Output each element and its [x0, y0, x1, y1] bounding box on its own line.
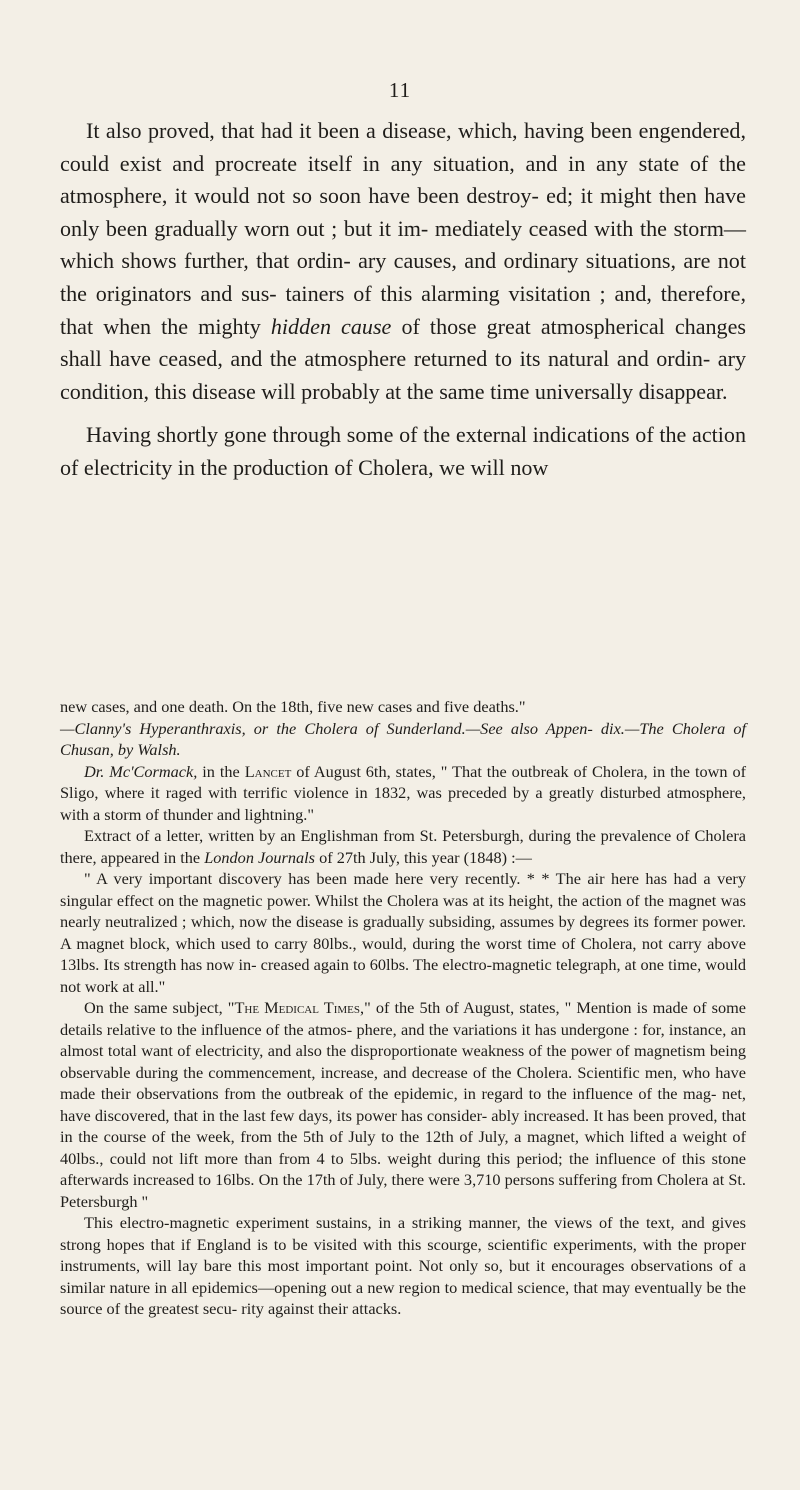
footnote-paragraph: " A very important discovery has been made here very recently. * * The air here has had a very singular effect on the magnetic power. Whilst the Cholera was at its height, the action of the magnet was nearly neutralized ; which, now the disease is gradually subsiding, assumes by degrees its former power. A magnet block, which used to carry 80lbs., would, during the worst time of Cholera, not carry above 13lbs. Its strength has now in- creased again to 60lbs. The electro-magnetic telegraph, at one time, would not work at all.": [60, 869, 746, 996]
main-paragraph: Having shortly gone through some of the external indications of the action of electricity in the production of Cholera, we will now: [60, 422, 746, 480]
footnote-text: new cases, and one death. On the 18th, five new cases and five deaths.": [60, 697, 526, 716]
footnote-text: On the same subject, ": [84, 998, 235, 1017]
footnote-text: of 27th July, this year (1848) :—: [319, 847, 532, 867]
footnote-paragraph: [60, 761, 746, 826]
footnote-author: Dr. Mc'Cormack,: [84, 761, 198, 781]
main-paragraph: [60, 115, 746, 408]
footnote-paragraph: [60, 825, 746, 868]
footnote-paragraph: [60, 696, 746, 761]
main-paragraph-text: of those great atmospherical changes shall have ceased, and the atmosphere returned to its natural and ordin- ary condition, this disease will probably at the same time universally disappear.: [60, 313, 746, 404]
footnote-text: " of the 5th of August, states, " Mention is made of some details relative to the influence of the atmos- phere, and the variations it has undergone : for, instance, an almost total want of electricity, and also the disproportionate weakness of the power of magnetism being observable during the commencement, increase, and decrease of the Cholera. Scientific men, who have made their observations from the outbreak of the epidemic, in regard to the influence of the mag- net, have discovered, that in the last few days, its power has consider- ably increased. It has been proved, that in the course of the week, from the 5th of July to the 12th of July, a magnet, which lifted a weight of 40lbs., could not lift more than from 4 to 5lbs. weight during this period; the influence of this stone afterwards increased to 16lbs. On the 17th of July, there were 3,710 persons suffering from Cholera at St. Petersburgh ": [60, 998, 746, 1211]
footnote-paragraph: This electro-magnetic experiment sustains, in a striking manner, the views of the text, and gives strong hopes that if England is to be visited with this scourge, scientific experiments, with the proper instruments, will lay bare this most important point. Not only so, but it encourages observations of a similar nature in all epidemics—opening out a new region to medical science, that may eventually be the source of the greatest secu- rity against their attacks.: [60, 1213, 746, 1318]
footnote-paragraph: [60, 997, 746, 1212]
main-paragraph-text: It also proved, that had it been a disease, which, having been engendered, could exist and procreate itself in any situation, and in any state of the atmosphere, it would not so soon have been destroy- ed; it might then have only been gradually worn out ; but it im- mediately ceased with the storm—which shows further, that ordin- ary causes, and ordinary situations, are not the originators and sus- tainers of this alarming visitation ; and, therefore, that when the mighty: [60, 118, 746, 339]
page-number: 11: [388, 78, 412, 102]
emphasis-text: hidden cause: [270, 313, 392, 339]
footnote-journal: The Medical Times,: [234, 998, 365, 1017]
footnote: [60, 696, 746, 1320]
footnote-text: Extract of a letter, written by an Englishman from St. Petersburgh, during the prevalence of Cholera there, appeared in the: [60, 826, 746, 867]
footnote-journal: London Journals: [204, 847, 316, 867]
footnote-citation: —Clanny's Hyperanthraxis, or the Cholera of Sunderland.—See also Appen- dix.—The Cholera of Chusan, by Walsh.: [60, 718, 746, 759]
footnote-journal: Lancet: [244, 761, 292, 781]
main-text: [60, 115, 746, 485]
footnote-text: in the: [202, 761, 240, 781]
footnote-text: of August 6th, states, " That the outbreak of Cholera, in the town of Sligo, where it raged with terrific violence in 1832, was preceded by a greatly disturbed atmosphere, with a storm of thunder and lightning.": [60, 761, 747, 824]
